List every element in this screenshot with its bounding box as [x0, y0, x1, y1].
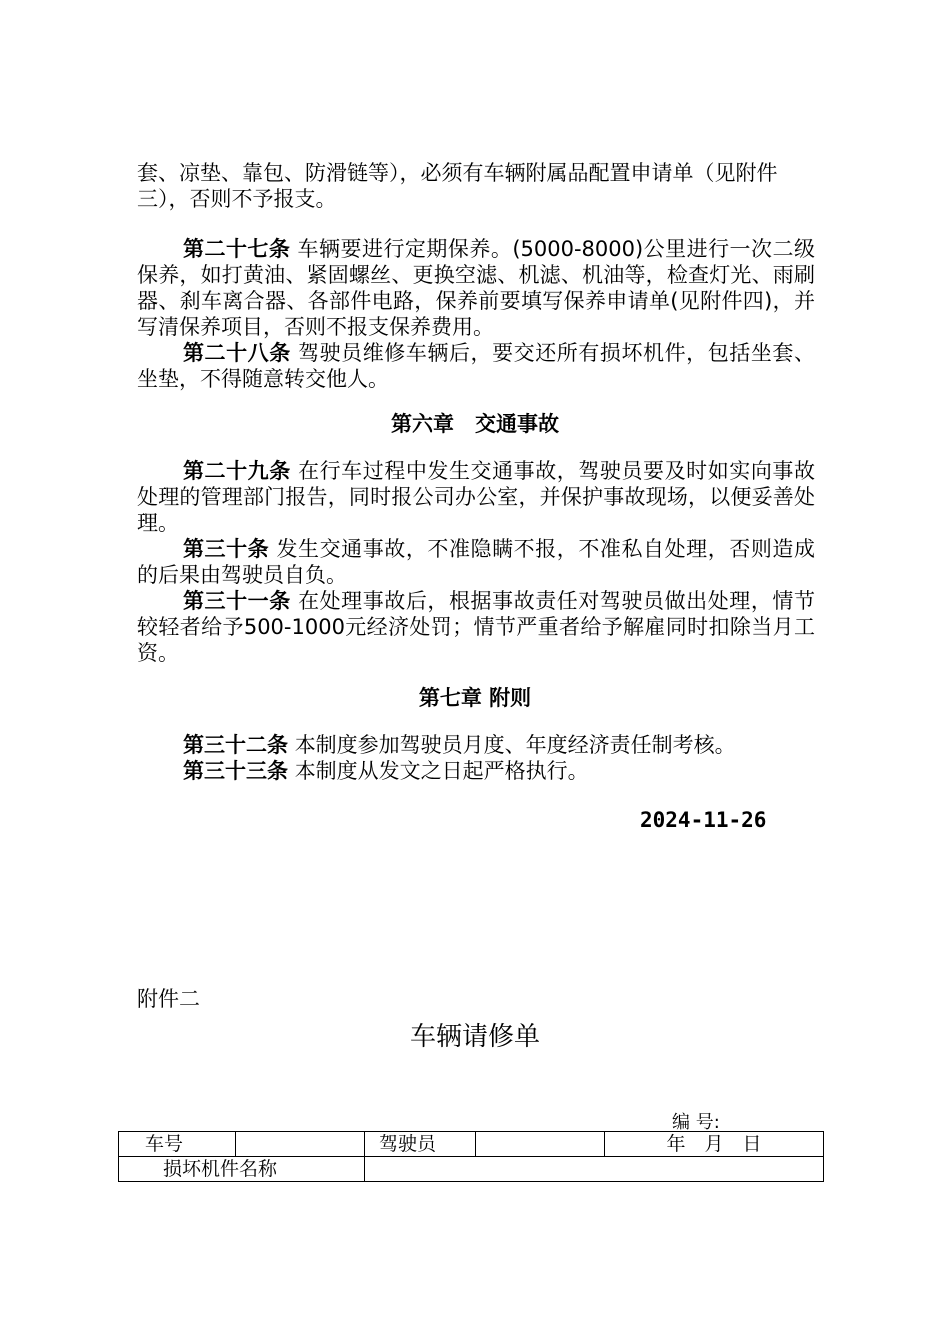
- document-date: 2024-11-26: [640, 808, 767, 832]
- article-text: 本制度从发文之日起严格执行。: [294, 759, 589, 783]
- article-text: 车辆要进行定期保养。(5000-8000)公里进行一次二级保养，如打黄油、紧固螺丝、更换空滤、机滤、机油等，检查灯光、雨刷器、刹车离合器、各部件电路，保养前要填写保养申请单(见附件四)，并写清保养项目，否则不报支保养费用。: [137, 237, 815, 339]
- chapter-6-heading: 第六章 交通事故: [391, 412, 559, 436]
- form-number-label: 编 号:: [672, 1112, 720, 1133]
- article-29: [137, 458, 815, 536]
- article-number: 第二十七条: [183, 237, 291, 261]
- damaged-parts-label: 损坏机件名称: [119, 1157, 365, 1182]
- intro-paragraph: [137, 160, 815, 212]
- article-31: [137, 588, 815, 666]
- articles-section-7: [137, 732, 815, 784]
- article-number: 第三十二条: [183, 733, 288, 757]
- driver-label: 驾驶员: [365, 1132, 476, 1157]
- annex-label: 附件二: [137, 987, 200, 1011]
- article-27: [137, 236, 815, 340]
- article-33: [137, 758, 815, 784]
- intro-line-2: 三），否则不予报支。: [137, 187, 337, 211]
- article-number: 第二十八条: [183, 341, 291, 365]
- article-30: [137, 536, 815, 588]
- table-row: [119, 1132, 824, 1157]
- car-number-label: 车号: [119, 1132, 236, 1157]
- table-row: [119, 1157, 824, 1182]
- article-text: 驾驶员维修车辆后，要交还所有损坏机件，包括坐套、坐垫，不得随意转交他人。: [137, 341, 815, 391]
- form-title: 车辆请修单: [409, 1022, 540, 1052]
- article-28: [137, 340, 815, 392]
- car-number-value[interactable]: [236, 1132, 365, 1157]
- article-text: 在处理事故后，根据事故责任对驾驶员做出处理，情节较轻者给予500-1000元经济处罚；情节严重者给予解雇同时扣除当月工资。: [137, 589, 815, 665]
- article-text: 本制度参加驾驶员月度、年度经济责任制考核。: [294, 733, 736, 757]
- chapter-7-heading: 第七章 附则: [418, 686, 532, 710]
- article-text: 发生交通事故，不准隐瞒不报，不准私自处理，否则造成的后果由驾驶员自负。: [137, 537, 815, 587]
- article-number: 第二十九条: [183, 459, 291, 483]
- articles-section-5: [137, 236, 815, 392]
- damaged-parts-value[interactable]: [365, 1157, 824, 1182]
- article-number: 第三十三条: [183, 759, 288, 783]
- date-field[interactable]: 年 月 日: [605, 1132, 824, 1157]
- driver-value[interactable]: [476, 1132, 605, 1157]
- article-text: 在行车过程中发生交通事故，驾驶员要及时如实向事故处理的管理部门报告，同时报公司办公室，并保护事故现场，以便妥善处理。: [137, 459, 815, 535]
- intro-line-1: 套、凉垫、靠包、防滑链等），必须有车辆附属品配置申请单（见附件: [137, 161, 778, 185]
- article-32: [137, 732, 815, 758]
- article-number: 第三十条: [183, 537, 270, 561]
- article-number: 第三十一条: [183, 589, 291, 613]
- articles-section-6: [137, 458, 815, 666]
- repair-request-table: [118, 1131, 824, 1182]
